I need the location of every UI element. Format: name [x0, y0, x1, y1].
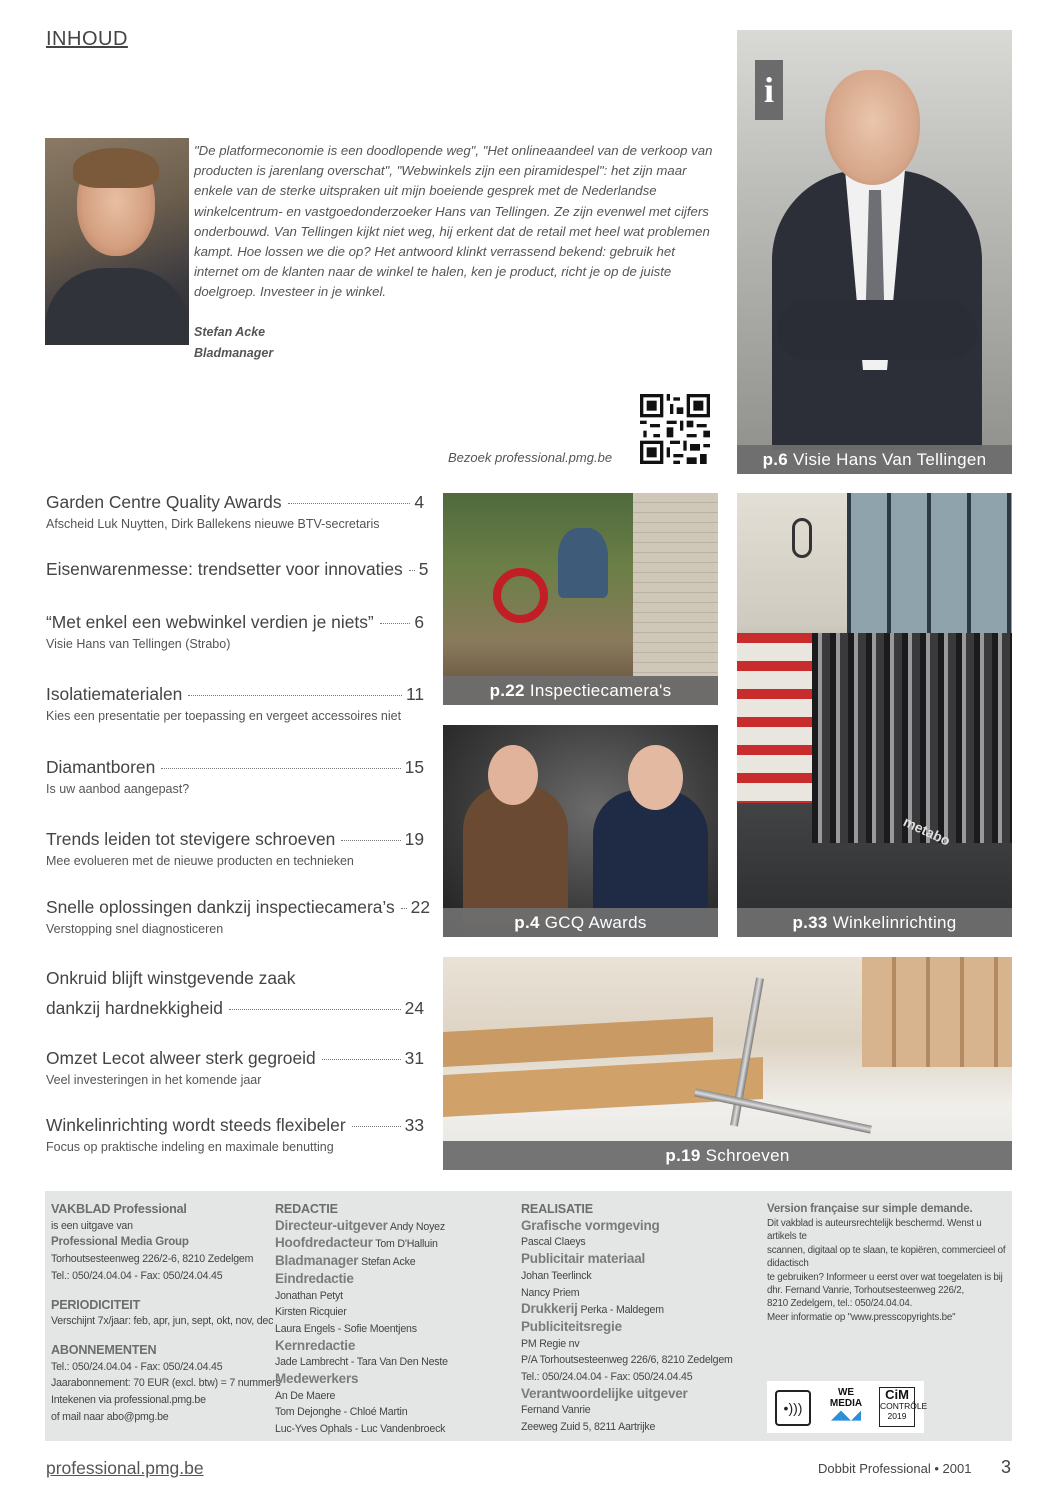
toc-entry[interactable] — [46, 684, 424, 723]
toc-entry[interactable] — [46, 757, 424, 796]
toc-title: Diamantboren — [46, 757, 156, 777]
toc-subtitle: Focus op praktische indeling en maximale benutting — [46, 1140, 334, 1154]
colophon-col-publisher: VAKBLAD Professional is een uitgave van Professional Media Group Torhoutsesteenweg 226/2-6, 8210 Zedelgem Tel.: 050/24.04.04 - Fax: 050/24.04.45 PERIODICITEIT Verschijnt 7x/jaar: feb, apr, jun, sept, okt, nov, dec ABONNEMENTEN Tel.: 050/24.04.04 - Fax: 050/24.04.45 Jaarabonnement: 70 EUR (excl. btw) = 7 nummers Intekenen via professional.pmg.be of mail naar abo@pmg.be — [51, 1202, 281, 1423]
toc-page: 22 — [410, 897, 431, 917]
toc-title: Omzet Lecot alweer sterk gegroeid — [46, 1048, 316, 1068]
toc-title: Snelle oplossingen dankzij inspectiecamera’s — [46, 897, 395, 917]
page-number: 3 — [1001, 1457, 1012, 1477]
editor-portrait — [45, 138, 189, 345]
certification-logos — [767, 1381, 928, 1433]
toc-page: 15 — [404, 757, 424, 777]
toc-page: 5 — [418, 559, 429, 579]
store-fixture-photo[interactable] — [737, 493, 1012, 937]
toc-title: Isolatiematerialen — [46, 684, 183, 704]
toc-subtitle: Is uw aanbod aangepast? — [46, 782, 190, 796]
toc-title: Garden Centre Quality Awards — [46, 492, 282, 512]
gcq-awards-photo[interactable] — [443, 725, 718, 937]
colophon-col-realisatie: REALISATIE Grafische vormgeving Pascal Claeys Publicitair materiaal Johan Teerlinck Nancy Priem Drukkerij Perka - Maldegem Publiciteitsregie PM Regie nv P/A Torhoutsesteenweg 226/6, 8210 Zedelgem Tel.: 050/24.04.04 - Fax: 050/24.04.45 Verantwoordelijke uitgever Fernand Vanrie Zeeweg Zuid 5, 8211 Aartrijke — [521, 1202, 733, 1434]
toc-page: 11 — [405, 684, 424, 704]
toc-subtitle: Kies een presentatie per toepassing en vergeet accessoires niet — [46, 709, 402, 723]
toc-entry[interactable] — [46, 559, 429, 580]
hero-caption: p.6 Visie Hans Van Tellingen — [737, 445, 1012, 474]
toc-subtitle: Verstopping snel diagnosticeren — [46, 922, 224, 936]
press-copyright-icon: •))) — [775, 1390, 811, 1426]
hero-photo — [737, 30, 1012, 474]
author-name: Stefan Acke — [194, 325, 266, 339]
toc-title: Winkelinrichting wordt steeds flexibeler — [46, 1115, 346, 1135]
toc-entry[interactable] — [46, 829, 424, 868]
website-link[interactable]: professional.pmg.be — [46, 1458, 204, 1478]
cim-logo: CiM CONTRÔLE 2019 — [879, 1387, 915, 1427]
toc-page: 31 — [404, 1048, 424, 1068]
toc-subtitle: Mee evolueren met de nieuwe producten en technieken — [46, 854, 354, 868]
toc-page: 33 — [404, 1115, 424, 1135]
toc-title: Onkruid blijft winstgevende zaak — [46, 968, 296, 988]
publication-info: Dobbit Professional • 2001 — [818, 1461, 972, 1476]
screws-caption: p.19 Schroeven — [443, 1141, 1012, 1170]
toc-subtitle: Veel investeringen in het komende jaar — [46, 1073, 262, 1087]
toc-entry[interactable] — [46, 1048, 424, 1087]
info-sign-icon: i — [755, 60, 783, 120]
toc-title: “Met enkel een webwinkel verdien je niets” — [46, 612, 374, 632]
colophon-box — [45, 1191, 1012, 1441]
toc-entry[interactable] — [46, 897, 431, 936]
toc-entry[interactable] — [46, 492, 424, 531]
gcq-caption: p.4 GCQ Awards — [443, 908, 718, 937]
toc-page: 6 — [414, 612, 424, 632]
store-caption: p.33 Winkelinrichting — [737, 908, 1012, 937]
toc-title: dankzij hardnekkigheid — [46, 998, 223, 1018]
editorial-signature — [194, 322, 273, 364]
we-media-logo: WE MEDIA ◢◣◢ — [829, 1387, 863, 1422]
author-role: Bladmanager — [194, 346, 274, 360]
colophon-col-copyright: Version française sur simple demande. Dit vakblad is auteursrechtelijk beschermd. Wenst u artikels te scannen, digitaal op te slaan, te kopiëren, commercieel of didactisch te gebruiken? Informeer u eerst over wat toegelaten is bij dhr. Fernand Vanrie, Torhoutsesteenweg 226/2, 8210 Zedelgem, tel.: 050/24.04.04. Meer informatie op "www.presscopyrights.be" — [767, 1203, 1006, 1323]
toc-entry[interactable] — [46, 968, 424, 1019]
colophon-col-redactie: REDACTIE Directeur-uitgever Andy Noyez Hoofdredacteur Tom D'Halluin Bladmanager Stefan Acke Eindredactie Jonathan Petyt Kirsten Ricquier Laura Engels - Sofie Moentjens Kernredactie Jade Lambrecht - Tara Van Den Neste Medewerkers An De Maere Tom Dejonghe - Chloé Martin Luc-Yves Ophals - Luc Vandenbroeck — [275, 1202, 448, 1436]
camera-caption: p.22 Inspectiecamera's — [443, 676, 718, 705]
toc-entry[interactable] — [46, 612, 424, 651]
editorial-quote: "De platformeconomie is een doodlopende weg", "Het onlineaandeel van de verkoop van producten is jarenlang overschat", "Webwinkels zijn een piramidespel": het zijn maar enkele van de sterke uitspraken uit mijn boeiende gesprek met de Nederlandse winkelcentrum- en vastgoedonderzoeker Hans van Tellingen. Ze zijn evenwel met cijfers onderbouwd. Van Tellingen kijkt niet weg, hij erkent dat de retail met heel wat problemen kampt. Hoe lossen we die op? Het antwoord klinkt verrassend bekend: gebruik het internet om de klanten naar de winkel te halen, ken je product, richt je op de juiste doelgroep. Investeer in je winkel. — [194, 143, 713, 300]
toc-entry[interactable] — [46, 1115, 424, 1154]
toc-title: Eisenwarenmesse: trendsetter voor innovaties — [46, 559, 403, 579]
screws-photo[interactable] — [443, 957, 1012, 1170]
toc-page: 4 — [414, 492, 424, 512]
toc-title: Trends leiden tot stevigere schroeven — [46, 829, 336, 849]
inspection-camera-photo[interactable] — [443, 493, 718, 705]
toc-page: 19 — [404, 829, 424, 849]
toc-subtitle: Afscheid Luk Nuytten, Dirk Ballekens nieuwe BTV-secretaris — [46, 517, 380, 531]
toc-page: 24 — [404, 998, 424, 1018]
visit-website-text: Bezoek professional.pmg.be — [448, 450, 613, 465]
rack-brand-label: metabo — [900, 813, 953, 849]
page-title: INHOUD — [46, 28, 128, 50]
qr-code-icon[interactable] — [640, 394, 710, 464]
toc-subtitle: Visie Hans van Tellingen (Strabo) — [46, 637, 231, 651]
